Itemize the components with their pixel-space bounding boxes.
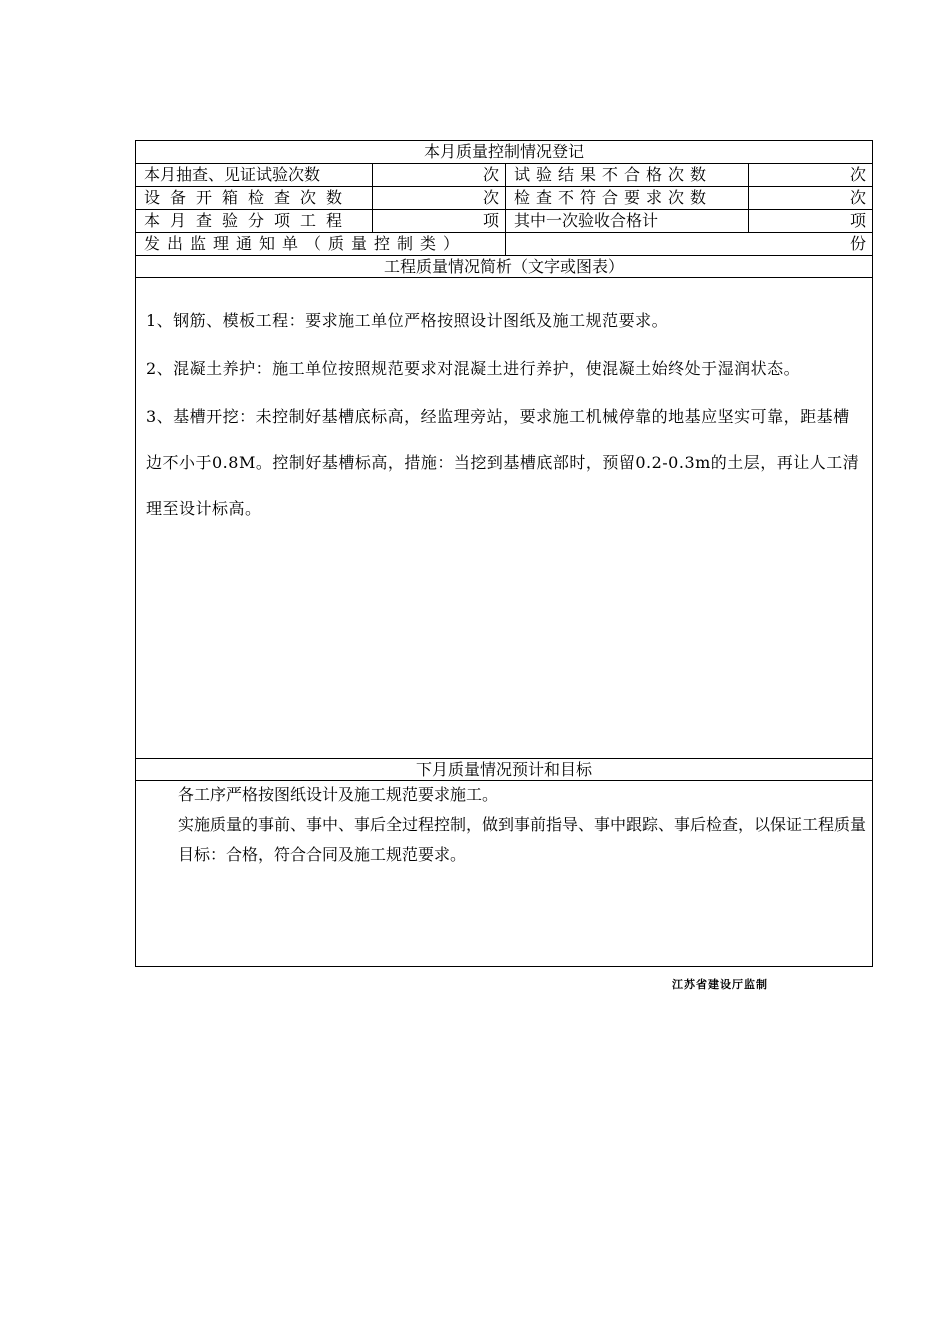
analysis-item: 2、混凝土养护：施工单位按照规范要求对混凝土进行养护，使混凝土始终处于湿润状态。 bbox=[146, 359, 801, 378]
forecast-header: 下月质量情况预计和目标 bbox=[415, 760, 592, 779]
stat-label: 检查不符合要求次数 bbox=[514, 188, 713, 207]
stat-unit: 次 bbox=[482, 188, 499, 207]
stat-label: 试验结果不合格次数 bbox=[514, 165, 713, 184]
notice-unit: 份 bbox=[849, 234, 866, 253]
form-title: 本月质量控制情况登记 bbox=[423, 142, 584, 161]
stat-label: 本月查验分项工程 bbox=[144, 211, 353, 230]
stat-label: 本月抽查、见证试验次数 bbox=[144, 165, 321, 184]
forecast-item: 目标：合格，符合合同及施工规范要求。 bbox=[178, 845, 467, 864]
stat-unit: 次 bbox=[482, 165, 499, 184]
forecast-section bbox=[136, 781, 872, 967]
analysis-header: 工程质量情况简析（文字或图表） bbox=[383, 257, 624, 276]
stat-row bbox=[136, 210, 872, 233]
stat-unit: 次 bbox=[849, 165, 866, 184]
analysis-item: 1、钢筋、模板工程：要求施工单位严格按照设计图纸及施工规范要求。 bbox=[146, 311, 669, 330]
issuer-footer: 江苏省建设厅监制 bbox=[672, 978, 768, 991]
form-title-row bbox=[136, 141, 872, 164]
forecast-item: 各工序严格按图纸设计及施工规范要求施工。 bbox=[178, 785, 499, 804]
stat-unit: 次 bbox=[849, 188, 866, 207]
stat-label: 其中一次验收合格计 bbox=[514, 211, 659, 230]
stat-row bbox=[136, 187, 872, 210]
stat-unit: 项 bbox=[849, 211, 866, 230]
notice-label: 发出监理通知单（质量控制类） bbox=[144, 234, 467, 253]
stat-row bbox=[136, 164, 872, 187]
forecast-item: 实施质量的事前、事中、事后全过程控制，做到事前指导、事中跟踪、事后检查，以保证工程质量 bbox=[178, 815, 867, 834]
stat-unit: 项 bbox=[482, 211, 499, 230]
stat-label: 设备开箱检查次数 bbox=[144, 188, 353, 207]
forecast-body bbox=[146, 783, 866, 867]
notice-row bbox=[136, 233, 872, 256]
quality-control-form bbox=[135, 140, 873, 967]
analysis-item: 3、基槽开挖：未控制好基槽底标高，经监理旁站，要求施工机械停靠的地基应坚实可靠，距基槽边不小于0.8M。控制好基槽标高，措施：当挖到基槽底部时，预留0.2-0.3m的土层，再让人工清理至设计标高。 bbox=[146, 407, 860, 518]
analysis-section bbox=[136, 278, 872, 759]
analysis-body bbox=[146, 298, 866, 532]
forecast-header-row bbox=[136, 759, 872, 781]
analysis-header-row bbox=[136, 256, 872, 278]
